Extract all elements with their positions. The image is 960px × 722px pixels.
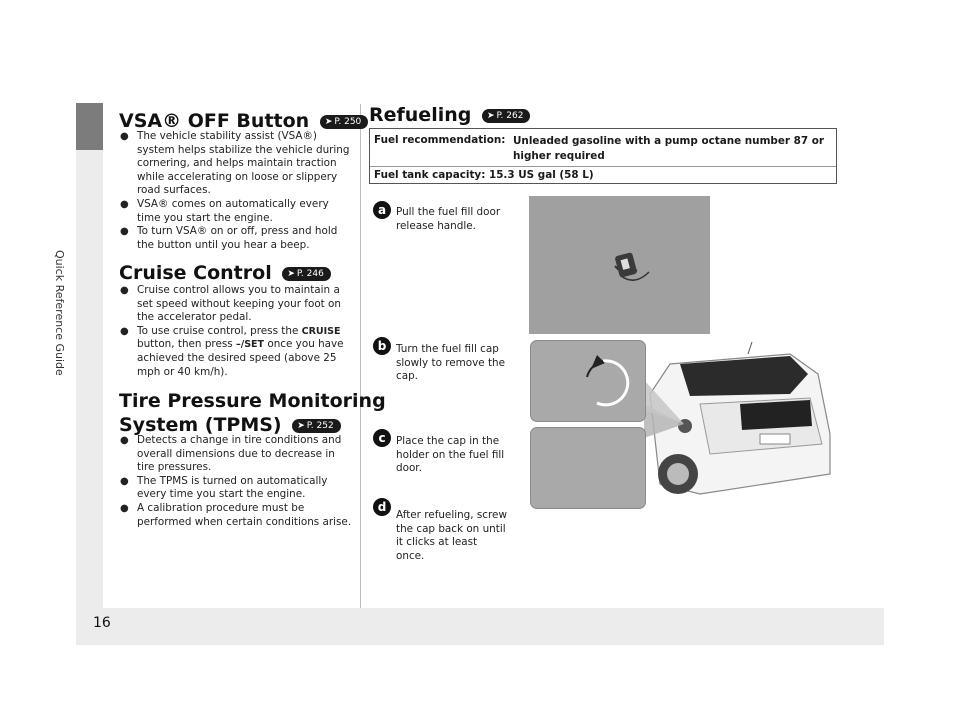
vsa-ref-text: P. 250: [334, 116, 362, 127]
list-item-text: A calibration procedure must be performed when certain conditions arise.: [137, 501, 352, 528]
fuel-rec-value: Unleaded gasoline with a pump octane number 87 or higher required: [513, 135, 824, 162]
section-label: Quick Reference Guide: [53, 250, 66, 376]
divider: [370, 166, 836, 167]
sidebar-tab: [76, 103, 103, 150]
list-item-text: Cruise control allows you to maintain a set speed without keeping your foot on the accelerator pedal.: [137, 284, 341, 324]
tpms-heading: [119, 390, 386, 436]
callout-pointer: [640, 380, 690, 440]
list-item: [119, 198, 351, 225]
list-item: [119, 475, 355, 502]
bullet-icon: ●: [120, 475, 129, 487]
step-badge: a: [373, 201, 391, 219]
cap-holder-inset: [530, 427, 646, 509]
cruise-button-name: CRUISE: [301, 325, 341, 337]
step-text: Pull the fuel fill door release handle.: [396, 206, 501, 232]
list-item-text: VSA® comes on automatically every time you start the engine.: [137, 197, 329, 224]
tpms-title-line2: System (TPMS): [119, 414, 282, 436]
page-ref-arrow-icon: ➤: [486, 110, 495, 121]
page-ref-arrow-icon: ➤: [287, 268, 295, 279]
callout-lines: [640, 380, 690, 440]
fuel-cap-remove-inset: [530, 340, 646, 422]
refueling-heading: [369, 104, 530, 126]
vsa-heading: [119, 110, 368, 132]
bullet-icon: ●: [120, 502, 129, 514]
bullet-icon: ●: [120, 131, 129, 142]
fuel-tank-capacity: Fuel tank capacity: 15.3 US gal (58 L): [374, 169, 594, 181]
tpms-bullets: [119, 434, 355, 529]
bullet-icon: ●: [120, 226, 129, 238]
list-item: [119, 434, 355, 475]
list-item: [119, 130, 351, 198]
list-item-text: The vehicle stability assist (VSA®) system helps stabilize the vehicle during cornering, and helps maintain traction while accelerating on loose or slippery road surfaces.: [137, 130, 350, 197]
list-item-text: To turn VSA® on or off, press and hold the button until you hear a beep.: [137, 225, 338, 251]
list-item: [119, 502, 355, 529]
rotate-arrow-icon: [531, 341, 645, 421]
footer-bar: [76, 608, 884, 645]
fuel-door-handle-icon: [529, 196, 710, 334]
bullet-icon: ●: [120, 285, 129, 296]
page-ref-arrow-icon: ➤: [297, 420, 305, 431]
step-badge: d: [373, 498, 391, 516]
set-button-name: –/SET: [235, 339, 265, 351]
list-item-text: button, then press: [137, 338, 236, 351]
tpms-title-line1: Tire Pressure Monitoring: [119, 390, 386, 412]
step-text: Turn the fuel fill cap slowly to remove the cap.: [396, 343, 506, 383]
list-item: [119, 284, 351, 325]
cruise-title: Cruise Control: [119, 262, 272, 284]
vsa-page-ref[interactable]: [320, 115, 368, 129]
column-divider: [360, 104, 361, 608]
list-item: [119, 325, 351, 379]
cruise-heading: [119, 262, 331, 284]
step-badge: c: [373, 429, 391, 447]
sidebar-strip: [76, 150, 103, 608]
bullet-icon: ●: [120, 198, 129, 210]
refueling-ref-text: P. 262: [496, 110, 524, 121]
step-badge: b: [373, 337, 391, 355]
page-ref-arrow-icon: ➤: [324, 116, 333, 127]
page-number: 16: [93, 615, 111, 631]
bullet-icon: ●: [120, 435, 129, 446]
cruise-page-ref[interactable]: [282, 267, 330, 281]
refueling-page-ref[interactable]: [482, 109, 530, 123]
fuel-info-box: [369, 128, 837, 184]
list-item: [119, 225, 351, 252]
tpms-page-ref[interactable]: [292, 419, 340, 433]
tpms-ref-text: P. 252: [306, 420, 334, 431]
cruise-ref-text: P. 246: [296, 268, 324, 279]
vsa-bullets: [119, 130, 351, 252]
list-item-text: To use cruise control, press the: [137, 324, 302, 337]
list-item-text: once you have achieved the desired speed (above 25 mph or 40 km/h).: [137, 338, 344, 378]
cruise-bullets: [119, 284, 351, 379]
fuel-rec-label: Fuel recommendation:: [374, 134, 506, 146]
list-item-text: Detects a change in tire conditions and overall dimensions due to decrease in tire pressures.: [137, 434, 342, 474]
fuel-door-release-photo: [529, 196, 710, 334]
step-text: Place the cap in the holder on the fuel fill door.: [396, 435, 505, 475]
refueling-title: Refueling: [369, 104, 472, 126]
step-text: After refueling, screw the cap back on until it clicks at least once.: [396, 509, 507, 562]
bullet-icon: ●: [120, 325, 129, 337]
list-item-text: The TPMS is turned on automatically every time you start the engine.: [137, 474, 328, 501]
vsa-title: VSA® OFF Button: [119, 110, 310, 132]
